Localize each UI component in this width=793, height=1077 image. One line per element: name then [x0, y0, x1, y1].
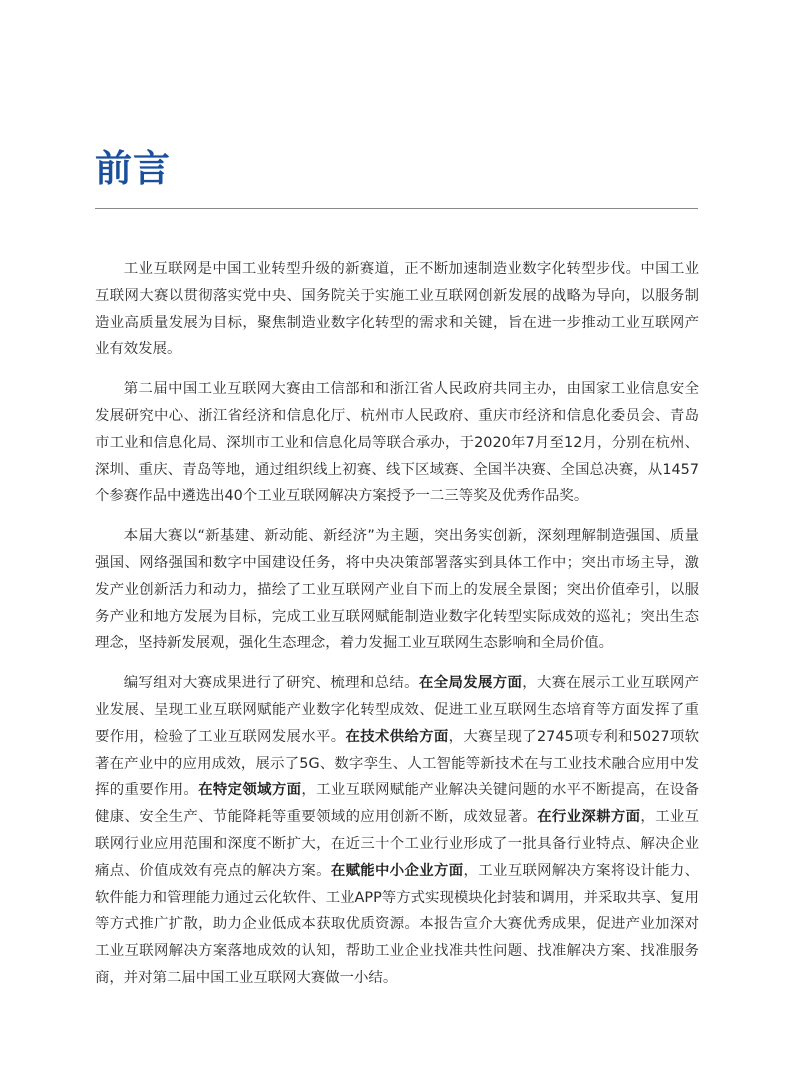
- page-title: 前言: [95, 147, 171, 190]
- text-run: ，工业互联网解决方案将设计能力、软件能力和管理能力通过云化软件、工业APP等方式实现模块化封装和调用，并采取共享、复用等方式推广扩散，助力企业低成本获取优质资源。本报告宣介大赛优秀成果，促进产业加深对工业互联网解决方案落地成效的认知，帮助工业企业找准共性问题、找准解决方案、找准服务商，并对第二届中国工业互联网大赛做一小结。: [95, 862, 699, 986]
- bold-heading-run: 在特定领域方面: [198, 782, 302, 799]
- bold-heading-run: 在全局发展方面: [418, 675, 523, 692]
- text-run: 本届大赛以“新基建、新动能、新经济”为主题，突出务实创新，深刻理解制造强国、质量强国、网络强国和数字中国建设任务，将中央决策部署落实到具体工作中；突出市场主导，激发产业创新活力和动力，描绘了工业互联网产业自下而上的发展全景图；突出价值牵引，以服务产业和地方发展为目标，完成工业互联网赋能制造业数字化转型实际成效的巡礼；突出生态理念，坚持新发展观，强化生态理念，着力发掘工业互联网生态影响和全局价值。: [95, 528, 699, 652]
- text-run: ，大赛呈现了2745项专利和5027项软著在产业中的应用成效，展示了5G、数字孪生、人工智能等新技术在与工业技术融合应用中发挥的重要作用。: [95, 728, 699, 799]
- text-run: ，工业互联网行业应用范围和深度不断扩大，在近三十个工业行业形成了一批具备行业特点、解决企业痛点、价值成效有亮点的解决方案。: [95, 809, 699, 879]
- text-run: 工业互联网是中国工业转型升级的新赛道，正不断加速制造业数字化转型步伐。中国工业互联网大赛以贯彻落实党中央、国务院关于实施工业互联网创新发展的战略为导向，以服务制造业高质量发展为目标，聚焦制造业数字化转型的需求和关键，旨在进一步推动工业互联网产业有效发展。: [95, 261, 699, 358]
- paragraph: [95, 670, 699, 992]
- text-run: ，大赛在展示工业互联网产业发展、呈现工业互联网赋能产业数字化转型成效、促进工业互联网生态培育等方面发挥了重要作用，检验了工业互联网发展水平。: [95, 675, 699, 745]
- bold-heading-run: 在赋能中小企业方面: [330, 862, 464, 879]
- text-run: 第二届中国工业互联网大赛由工信部和和浙江省人民政府共同主办，由国家工业信息安全发展研究中心、浙江省经济和信息化厅、杭州市人民政府、重庆市经济和信息化委员会、青岛市工业和信息化局、深圳市工业和信息化局等联合承办，于2020年7月至12月，分别在杭州、深圳、重庆、青岛等地，通过组织线上初赛、线下区域赛、全国半决赛、全国总决赛，从1457个参赛作品中遴选出40个工业互联网解决方案授予一二三等奖及优秀作品奖。: [95, 381, 699, 505]
- text-run: ，工业互联网赋能产业解决关键问题的水平不断提高，在设备健康、安全生产、节能降耗等重要领域的应用创新不断，成效显著。: [95, 782, 699, 826]
- title-divider: [95, 208, 698, 209]
- text-run: 编写组对大赛成果进行了研究、梳理和总结。: [123, 675, 419, 692]
- paragraph: [95, 376, 699, 510]
- preface-body: [95, 256, 699, 1005]
- bold-heading-run: 在技术供给方面: [345, 728, 449, 745]
- paragraph: [95, 523, 699, 657]
- bold-heading-run: 在行业深耕方面: [537, 809, 641, 826]
- paragraph: [95, 256, 699, 363]
